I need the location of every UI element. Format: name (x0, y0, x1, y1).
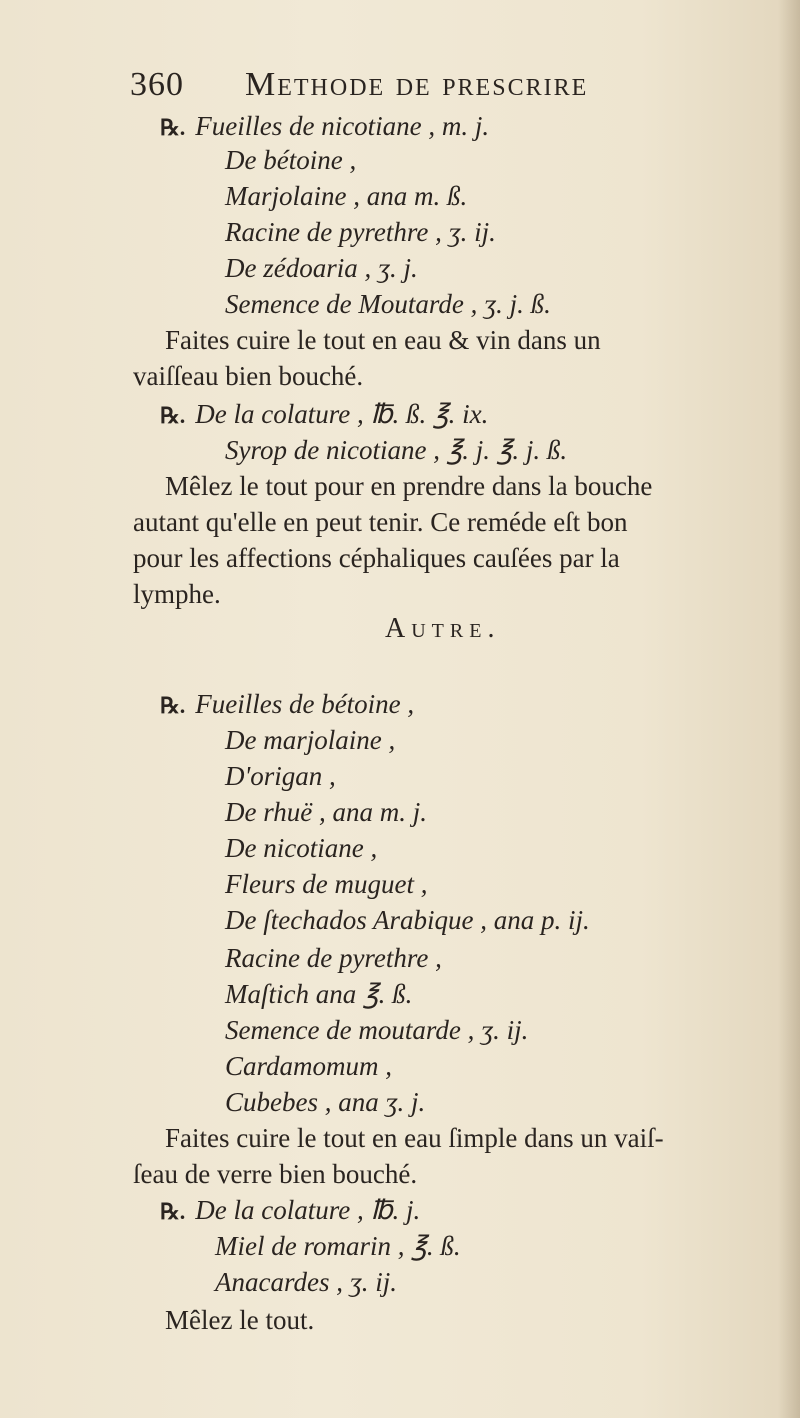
page-header (130, 66, 650, 106)
recipe2-line (160, 396, 488, 434)
instruction2-line: Mêlez le tout pour en prendre dans la bouche (165, 471, 653, 501)
rx-symbol: ℞. (160, 1199, 186, 1224)
recipe1-line: De zédoaria , ʒ. j. (225, 253, 418, 283)
instruction3-line: ſeau de verre bien bouché. (133, 1159, 418, 1189)
instruction1-line: vaiſſeau bien bouché. (133, 361, 364, 391)
recipe2-line: Syrop de nicotiane , ℥. j. ℥. j. ß. (225, 435, 568, 465)
recipe4-line-text: De la colature , ℔. j. (195, 1195, 421, 1225)
rx-symbol: ℞. (160, 403, 186, 428)
instruction2-line: lymphe. (133, 579, 221, 609)
recipe4-line: Miel de romarin , ℥. ß. (215, 1231, 461, 1261)
recipe3-line: Cubebes , ana ʒ. j. (225, 1087, 426, 1117)
recipe1-line: Semence de Moutarde , ʒ. j. ß. (225, 289, 551, 319)
instruction4-line: Mêlez le tout. (165, 1305, 315, 1335)
recipe1-line-text: Fueilles de nicotiane , m. j. (195, 111, 490, 141)
instruction1-line: Faites cuire le tout en eau & vin dans un (165, 325, 601, 355)
recipe4-line: Anacardes , ʒ. ij. (215, 1267, 397, 1297)
rx-symbol: ℞. (160, 693, 186, 718)
recipe3-line: Maſtich ana ℥. ß. (225, 979, 413, 1009)
recipe3-line: Cardamomum , (225, 1051, 393, 1081)
recipe3-line: De nicotiane , (225, 833, 378, 863)
recipe3-line: De marjolaine , (225, 725, 396, 755)
instruction2-line: pour les affections céphaliques cauſées par la (133, 543, 620, 573)
section-heading: Autre. (385, 613, 501, 644)
recipe3-line: Semence de moutarde , ʒ. ij. (225, 1015, 529, 1045)
recipe1-line: De bétoine , (225, 145, 357, 175)
recipe3-line: De rhuë , ana m. j. (225, 797, 427, 827)
instruction3-line: Faites cuire le tout en eau ſimple dans un vaiſ- (165, 1123, 664, 1153)
recipe3-line: D'origan , (225, 761, 336, 791)
recipe1-line: Racine de pyrethre , ʒ. ij. (225, 217, 496, 247)
recipe3-line-text: Fueilles de bétoine , (195, 689, 415, 719)
recipe1-line (160, 108, 489, 146)
recipe3-line: Racine de pyrethre , (225, 943, 442, 973)
instruction2-line: autant qu'elle en peut tenir. Ce reméde eſt bon (133, 507, 628, 537)
running-title: Methode de prescrire (245, 66, 589, 103)
page-edge-shadow (778, 0, 800, 1418)
recipe3-line: De ſtechados Arabique , ana p. ij. (225, 905, 590, 935)
recipe3-line (160, 686, 414, 724)
rx-symbol: ℞. (160, 115, 186, 140)
page-number: 360 (130, 66, 184, 103)
recipe4-line (160, 1192, 420, 1230)
recipe2-line-text: De la colature , ℔. ß. ℥. ix. (195, 399, 489, 429)
recipe3-line: Fleurs de muguet , (225, 869, 428, 899)
recipe1-line: Marjolaine , ana m. ß. (225, 181, 468, 211)
